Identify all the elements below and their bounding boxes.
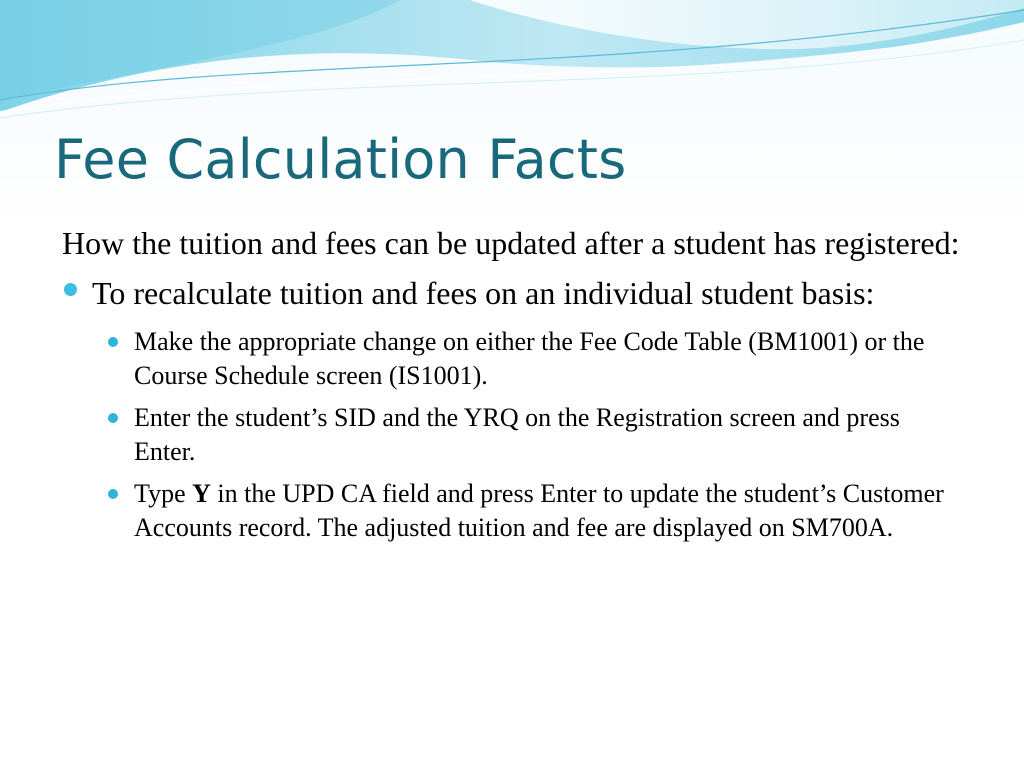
filled-circle-icon: [108, 413, 118, 423]
sub-bullet-text-after: in the UPD CA field and press Enter to update the student’s Customer Accounts record. The adjusted tuition and fee are displayed on SM700A.: [134, 479, 944, 542]
filled-circle-icon: [108, 489, 118, 499]
slide-body: [62, 222, 962, 553]
slide-title: Fee Calculation Facts: [54, 128, 627, 191]
sub-bullet-text: Enter the student’s SID and the YRQ on the Registration screen and press Enter.: [134, 403, 900, 466]
sub-bullet-text-before: Type: [134, 479, 193, 508]
sub-bullet-text: Make the appropriate change on either the Fee Code Table (BM1001) or the Course Schedule screen (IS1001).: [134, 327, 925, 390]
sub-bullet-fee-change: [62, 325, 962, 393]
bullet-recalculate: [62, 272, 962, 315]
intro-text: How the tuition and fees can be updated after a student has registered:: [62, 225, 960, 261]
filled-circle-icon: [64, 283, 77, 296]
header-wave-decoration: [0, 0, 1024, 130]
sub-bullet-enter-sid: [62, 401, 962, 469]
sub-bullet-type-y: [62, 477, 962, 545]
bullet-text: To recalculate tuition and fees on an individual student basis:: [92, 275, 875, 311]
filled-circle-icon: [108, 337, 118, 347]
sub-bullet-bold-y: Y: [192, 479, 211, 508]
